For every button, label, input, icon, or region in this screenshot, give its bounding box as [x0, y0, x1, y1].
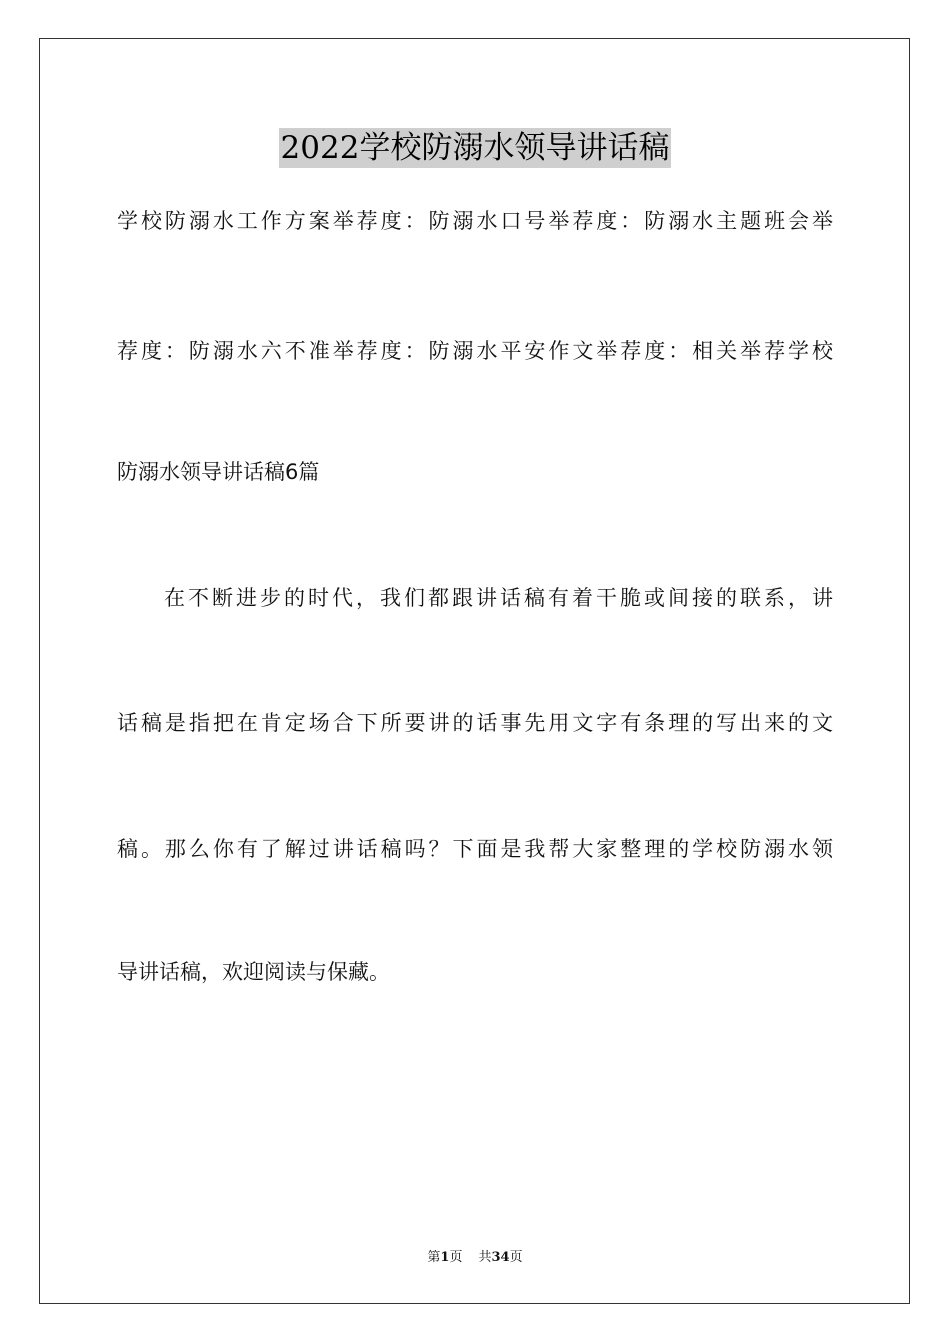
paragraph-line: 导讲话稿，欢迎阅读与保藏。 — [117, 960, 390, 984]
paragraph-line: 防溺水领导讲话稿6篇 — [117, 460, 320, 484]
paragraph-line: 在不断进步的时代，我们都跟讲话稿有着干脆或间接的联系，讲 — [164, 586, 833, 610]
paragraph-line: 荐度：防溺水六不准举荐度：防溺水平安作文举荐度：相关举荐学校 — [117, 339, 833, 363]
paragraph-line: 稿。那么你有了解过讲话稿吗？下面是我帮大家整理的学校防溺水领 — [117, 837, 833, 861]
title-container — [0, 128, 950, 168]
page-footer — [0, 1246, 950, 1265]
document-title: 2022学校防溺水领导讲话稿 — [280, 130, 670, 166]
page-suffix: 页 — [449, 1250, 463, 1265]
total-pages: 34 — [491, 1250, 510, 1265]
page-prefix: 第 — [427, 1250, 441, 1265]
total-suffix: 页 — [509, 1250, 523, 1265]
paragraph-line: 学校防溺水工作方案举荐度：防溺水口号举荐度：防溺水主题班会举 — [117, 209, 833, 233]
total-prefix: 共 — [478, 1250, 492, 1265]
paragraph-line: 话稿是指把在肯定场合下所要讲的话事先用文字有条理的写出来的文 — [117, 711, 833, 735]
page-number: 1 — [440, 1250, 450, 1265]
